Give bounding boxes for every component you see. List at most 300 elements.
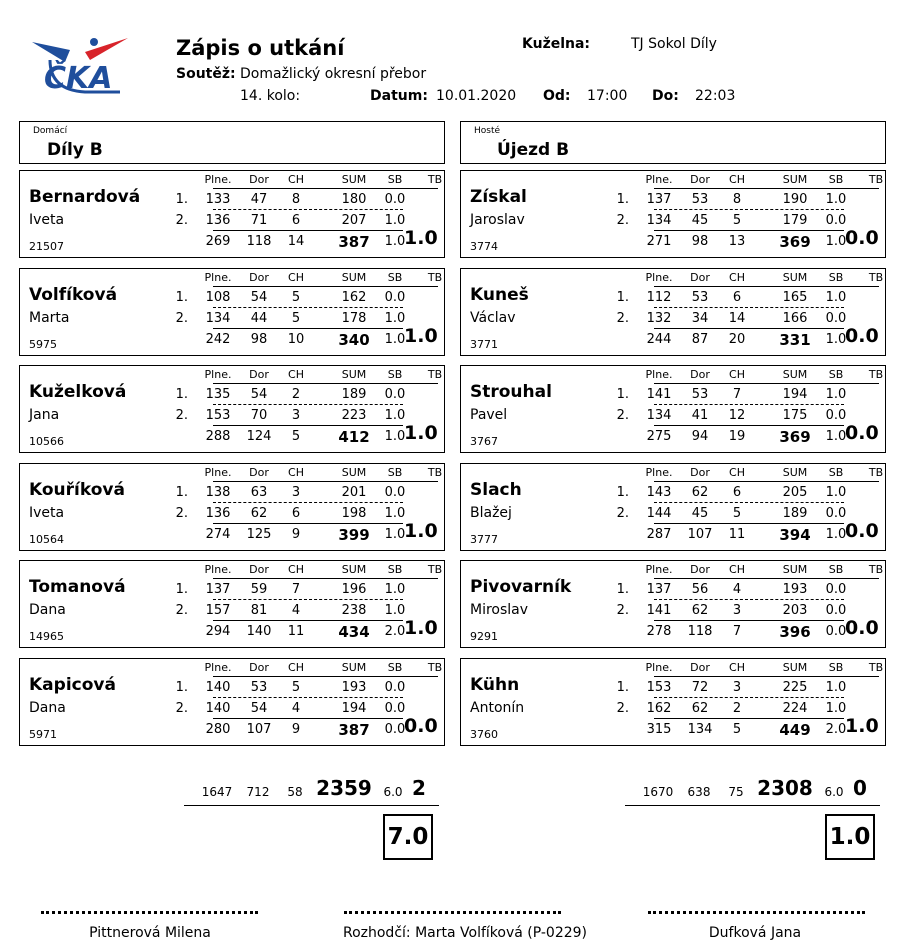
away-player-card [460,560,886,648]
cka-logo-graphic [30,30,130,98]
col-header: SUM [341,368,367,381]
game-dor: 53 [691,192,709,207]
game-ch: 3 [732,603,742,618]
total-sb: 0.0 [384,721,406,737]
home-team-label: Domácí [33,126,68,136]
total-rule [213,328,403,329]
header-rule [213,286,438,287]
total-dor: 140 [246,624,272,639]
total-dor: 98 [250,331,268,347]
game-number: 2. [616,408,629,423]
row-divider [654,599,844,600]
player-id: 3767 [470,435,498,448]
game-sum: 166 [782,310,808,326]
game-dor: 62 [691,603,709,618]
total-sum: 412 [338,428,370,446]
game-ch: 5 [291,679,301,695]
away-team-name: Újezd B [497,140,570,160]
game-sb: 0.0 [825,603,847,618]
col-header: CH [729,173,745,186]
game-number: 2. [175,310,188,326]
total-sb: 1.0 [825,234,847,249]
game-dor: 45 [691,505,709,521]
game-plne: 108 [205,289,231,305]
logo-lettering: ČKA [44,61,113,96]
game-number: 1. [616,679,629,695]
col-header: SUM [341,660,367,674]
player-first-name: Antonín [470,699,525,716]
total-sb: 1.0 [384,331,406,347]
total-dor: 87 [691,331,709,347]
total-ch: 7 [732,624,742,639]
game-number: 2. [616,310,629,326]
col-header: Dor [690,563,710,576]
total-sum: 369 [779,233,811,251]
player-surname: Slach [470,479,522,500]
col-header: SUM [782,270,808,284]
player-id: 21507 [29,240,64,253]
game-number: 1. [616,582,629,597]
game-dor: 63 [250,484,268,500]
game-sb: 1.0 [825,700,847,716]
header-rule [213,676,438,677]
col-header: TB [868,270,884,284]
game-dor: 56 [691,582,709,597]
total-ch: 20 [728,331,746,347]
player-surname: Kuželková [29,382,127,402]
game-ch: 2 [732,700,742,716]
header-rule [654,481,879,482]
game-number: 2. [175,505,188,521]
game-plne: 162 [646,700,672,716]
datum-label: Datum: [370,88,428,104]
game-number: 2. [616,213,629,228]
game-dor: 53 [691,289,709,305]
player-surname: Pivovarník [470,577,572,597]
away-total-sb: 6.0 [824,785,844,799]
home-player-card [19,268,445,356]
total-sb: 0.0 [825,624,847,639]
col-header: Dor [249,563,269,576]
total-sum: 331 [779,330,811,349]
total-sb: 2.0 [825,721,847,737]
game-sb: 0.0 [384,700,406,716]
game-sum: 189 [341,387,367,402]
player-surname: Strouhal [470,382,552,402]
game-sb: 0.0 [825,310,847,326]
signature-right: Dufková Jana [708,925,802,941]
game-ch: 12 [728,408,746,423]
away-player-card [460,268,886,356]
header-rule [654,383,879,384]
kuzelna-label: Kuželna: [522,36,591,52]
do-value: 22:03 [695,88,736,104]
col-header: SB [828,368,844,381]
soutez-value: Domažlický okresní přebor [240,66,427,82]
total-dor: 134 [687,721,713,737]
player-id: 5971 [29,727,57,741]
player-surname: Kapicová [29,674,116,695]
total-rule [654,620,844,621]
game-sum: 203 [782,603,808,618]
col-header: SB [828,173,844,186]
col-header: TB [868,660,884,674]
game-sum: 201 [341,484,367,500]
total-sum: 394 [779,525,811,544]
row-divider [213,697,403,698]
cka-logo [30,30,130,98]
game-dor: 54 [250,387,268,402]
col-header: SUM [782,660,808,674]
total-sb: 1.0 [825,331,847,347]
game-ch: 6 [291,505,301,521]
col-header: SUM [341,270,367,284]
total-rule [654,425,844,426]
total-sum: 434 [338,623,370,641]
total-sb: 1.0 [825,526,847,542]
game-plne: 134 [646,213,672,228]
game-dor: 45 [691,213,709,228]
game-ch: 7 [291,582,301,597]
game-plne: 112 [646,289,672,305]
col-header: SUM [782,173,808,186]
game-dor: 54 [250,700,268,716]
game-sum: 194 [341,700,367,716]
col-header: CH [729,270,745,284]
player-id: 3777 [470,532,498,546]
home-player-card [19,463,445,551]
col-header: TB [427,270,443,284]
total-ch: 5 [291,429,301,444]
total-ch: 13 [728,234,746,249]
col-header: SUM [782,563,808,576]
game-sb: 1.0 [384,603,406,618]
home-total-tb: 2 [412,776,426,800]
game-number: 1. [175,289,188,305]
row-divider [654,209,844,210]
game-plne: 132 [646,310,672,326]
col-header: Dor [249,660,269,674]
away-player-card [460,170,886,258]
col-header: CH [288,270,304,284]
player-tb-points: 0.0 [845,324,879,347]
player-surname: Získal [470,187,527,207]
game-sum: 178 [341,310,367,326]
player-tb-points: 0.0 [845,617,879,639]
row-divider [654,404,844,405]
game-ch: 3 [732,679,742,695]
total-plne: 271 [646,234,672,249]
player-tb-points: 1.0 [404,422,438,444]
game-sum: 223 [341,408,367,423]
col-header: CH [288,660,304,674]
row-divider [654,307,844,308]
away-total-dor: 638 [687,785,711,799]
col-header: Plne. [645,368,673,381]
signature-line-center [344,911,561,914]
game-dor: 62 [691,484,709,500]
total-sum: 387 [338,233,370,251]
home-total-sum: 2359 [316,776,372,800]
col-header: Dor [249,368,269,381]
game-sum: 198 [341,505,367,521]
player-id: 10566 [29,435,64,448]
game-sum: 189 [782,505,808,521]
game-plne: 153 [205,408,231,423]
player-id: 10564 [29,532,64,546]
row-divider [213,404,403,405]
header-rule [654,578,879,579]
home-player-card [19,365,445,453]
soutez-label: Soutěž: [176,66,236,82]
game-ch: 4 [291,603,301,618]
total-ch: 19 [728,429,746,444]
datum-value: 10.01.2020 [436,88,517,104]
total-dor: 118 [246,234,272,249]
total-dor: 107 [246,721,272,737]
game-number: 1. [175,484,188,500]
player-first-name: Jana [29,407,60,423]
col-header: SB [828,563,844,576]
header-rule [654,188,879,189]
player-first-name: Iveta [29,212,65,228]
total-ch: 9 [291,526,301,542]
game-plne: 137 [205,582,231,597]
col-header: Plne. [645,465,673,479]
game-ch: 5 [291,310,301,326]
game-sum: 194 [782,387,808,402]
col-header: Plne. [204,270,232,284]
player-tb-points: 0.0 [845,227,879,249]
total-rule [213,718,403,719]
player-id: 3760 [470,727,498,741]
game-plne: 153 [646,679,672,695]
col-header: Plne. [204,173,232,186]
home-player-card [19,658,445,746]
col-header: Plne. [645,660,673,674]
header-rule [213,188,438,189]
game-dor: 72 [691,679,709,695]
signature-line-left [41,911,258,914]
game-plne: 141 [646,387,672,402]
total-plne: 275 [646,429,672,444]
player-tb-points: 0.0 [845,519,879,542]
game-number: 2. [175,213,188,228]
total-rule [213,425,403,426]
away-player-card [460,365,886,453]
od-label: Od: [543,88,571,104]
total-rule [213,620,403,621]
player-id: 3774 [470,240,498,253]
home-total-dor: 712 [246,785,270,799]
player-surname: Volfíková [29,284,118,305]
col-header: CH [729,368,745,381]
game-sb: 0.0 [384,679,406,695]
game-plne: 141 [646,603,672,618]
game-sb: 1.0 [384,505,406,521]
total-rule [213,230,403,231]
total-rule [654,523,844,524]
player-first-name: Dana [29,602,66,618]
col-header: TB [427,660,443,674]
col-header: SUM [782,465,808,479]
game-dor: 53 [691,387,709,402]
col-header: SB [828,270,844,284]
total-plne: 278 [646,624,672,639]
game-ch: 5 [732,213,742,228]
game-plne: 143 [646,484,672,500]
game-sum: 179 [782,213,808,228]
game-sb: 0.0 [825,213,847,228]
col-header: Plne. [645,173,673,186]
total-sb: 2.0 [384,624,406,639]
col-header: SB [387,563,403,576]
game-plne: 144 [646,505,672,521]
col-header: Dor [690,660,710,674]
total-dor: 107 [687,526,713,542]
game-ch: 4 [291,700,301,716]
game-sb: 0.0 [384,387,406,402]
col-header: Plne. [645,270,673,284]
total-sum: 396 [779,623,811,641]
player-first-name: Blažej [470,504,512,521]
game-number: 1. [175,192,188,207]
total-rule [654,230,844,231]
total-sb: 1.0 [384,234,406,249]
total-sum: 340 [338,330,370,349]
col-header: Dor [249,270,269,284]
game-plne: 134 [646,408,672,423]
player-surname: Bernardová [29,187,141,207]
total-rule [654,328,844,329]
col-header: CH [288,173,304,186]
game-number: 2. [175,700,188,716]
total-ch: 5 [732,721,742,737]
total-sum: 399 [338,525,370,544]
player-first-name: Miroslav [470,602,529,618]
game-number: 1. [616,387,629,402]
home-player-card [19,560,445,648]
game-number: 1. [175,387,188,402]
col-header: TB [868,368,884,381]
game-dor: 71 [250,213,268,228]
col-header: CH [288,368,304,381]
col-header: SUM [341,173,367,186]
game-sb: 1.0 [384,213,406,228]
player-first-name: Pavel [470,407,508,423]
home-total-ch: 58 [287,785,303,799]
game-sum: 165 [782,289,808,305]
game-sb: 0.0 [825,505,847,521]
col-header: TB [427,368,443,381]
game-sum: 193 [341,679,367,695]
game-sb: 0.0 [384,192,406,207]
game-sum: 180 [341,192,367,207]
game-sum: 224 [782,700,808,716]
player-surname: Kouříková [29,479,125,500]
game-plne: 134 [205,310,231,326]
total-ch: 11 [287,624,305,639]
col-header: SUM [341,563,367,576]
game-ch: 6 [732,484,742,500]
signature-line-right [648,911,865,914]
game-sb: 1.0 [384,310,406,326]
game-number: 1. [616,192,629,207]
total-sb: 1.0 [384,526,406,542]
col-header: CH [288,563,304,576]
game-dor: 70 [250,408,268,423]
game-number: 2. [175,408,188,423]
game-number: 2. [616,700,629,716]
game-plne: 133 [205,192,231,207]
col-header: CH [288,465,304,479]
game-plne: 138 [205,484,231,500]
game-dor: 53 [250,679,268,695]
page-title: Zápis o utkání [176,36,345,60]
game-ch: 6 [291,213,301,228]
col-header: SUM [341,465,367,479]
total-dor: 118 [687,624,713,639]
player-tb-points: 1.0 [404,519,438,542]
do-label: Do: [652,88,679,104]
total-sum: 387 [338,720,370,739]
total-plne: 269 [205,234,231,249]
game-number: 2. [175,603,188,618]
game-sum: 205 [782,484,808,500]
col-header: Plne. [645,563,673,576]
game-sb: 0.0 [384,484,406,500]
col-header: Dor [690,173,710,186]
game-sum: 190 [782,192,808,207]
total-dor: 98 [691,234,709,249]
player-id: 14965 [29,630,64,643]
row-divider [213,307,403,308]
total-plne: 294 [205,624,231,639]
total-ch: 11 [728,526,746,542]
header-rule [654,286,879,287]
game-sb: 0.0 [825,408,847,423]
game-ch: 14 [728,310,746,326]
total-rule [213,523,403,524]
game-dor: 41 [691,408,709,423]
game-sum: 207 [341,213,367,228]
kuzelna-value: TJ Sokol Díly [631,36,717,52]
game-sum: 162 [341,289,367,305]
player-tb-points: 1.0 [845,714,879,737]
total-plne: 315 [646,721,672,737]
od-value: 17:00 [587,88,628,104]
col-header: Dor [690,368,710,381]
game-number: 1. [175,582,188,597]
game-sum: 238 [341,603,367,618]
player-id: 5975 [29,337,57,351]
col-header: Dor [690,465,710,479]
game-sum: 193 [782,582,808,597]
game-ch: 8 [732,192,742,207]
total-sum: 449 [779,720,811,739]
away-team-box [460,121,886,164]
home-final-score: 7.0 [383,814,433,860]
game-sb: 0.0 [384,289,406,305]
away-total-sum: 2308 [757,776,813,800]
game-sb: 1.0 [384,582,406,597]
home-team-name: Díly B [47,140,103,160]
signature-referee: Rozhodčí: Marta Volfíková (P-0229) [342,925,587,941]
game-dor: 62 [691,700,709,716]
game-plne: 136 [205,505,231,521]
game-ch: 8 [291,192,301,207]
total-plne: 288 [205,429,231,444]
